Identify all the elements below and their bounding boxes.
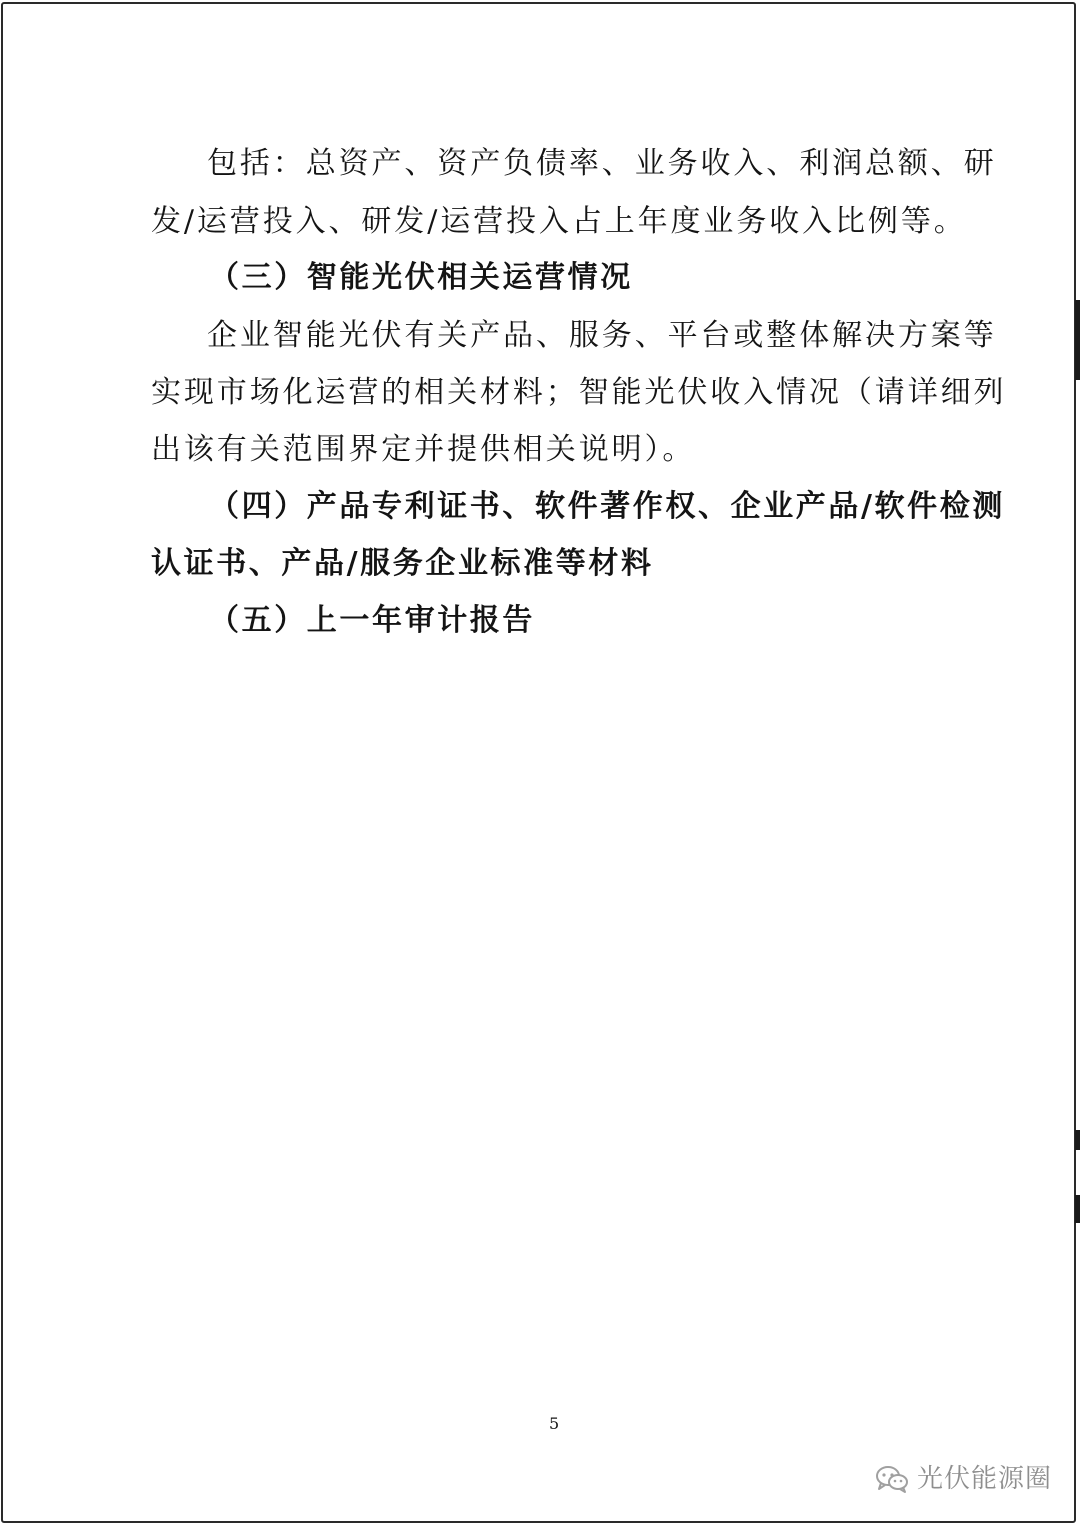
section-heading-5: （五）上一年审计报告: [209, 603, 535, 638]
scan-edge-mark: [1075, 300, 1080, 380]
page-number: 5: [549, 1414, 560, 1433]
paragraph-line: 包括：总资产、资产负债率、业务收入、利润总额、研: [207, 146, 997, 181]
paragraph-line: 出该有关范围界定并提供相关说明）。: [151, 432, 696, 467]
scan-edge-mark: [1075, 1130, 1080, 1150]
watermark: [875, 1456, 1052, 1502]
paragraph-line: 实现市场化运营的相关材料；智能光伏收入情况（请详细列: [151, 375, 1007, 410]
watermark-text: 光伏能源圈: [917, 1464, 1053, 1494]
paragraph-line: 企业智能光伏有关产品、服务、平台或整体解决方案等: [207, 318, 997, 353]
section-heading-4-continued: 认证书、产品/服务企业标准等材料: [151, 546, 654, 581]
section-heading-4: （四）产品专利证书、软件著作权、企业产品/软件检测: [209, 489, 1005, 524]
paragraph-line: 发/运营投入、研发/运营投入占上年度业务收入比例等。: [151, 204, 967, 239]
section-heading-3: （三）智能光伏相关运营情况: [209, 260, 633, 295]
wechat-icon: [875, 1464, 909, 1494]
scan-edge-mark: [1075, 1195, 1080, 1223]
